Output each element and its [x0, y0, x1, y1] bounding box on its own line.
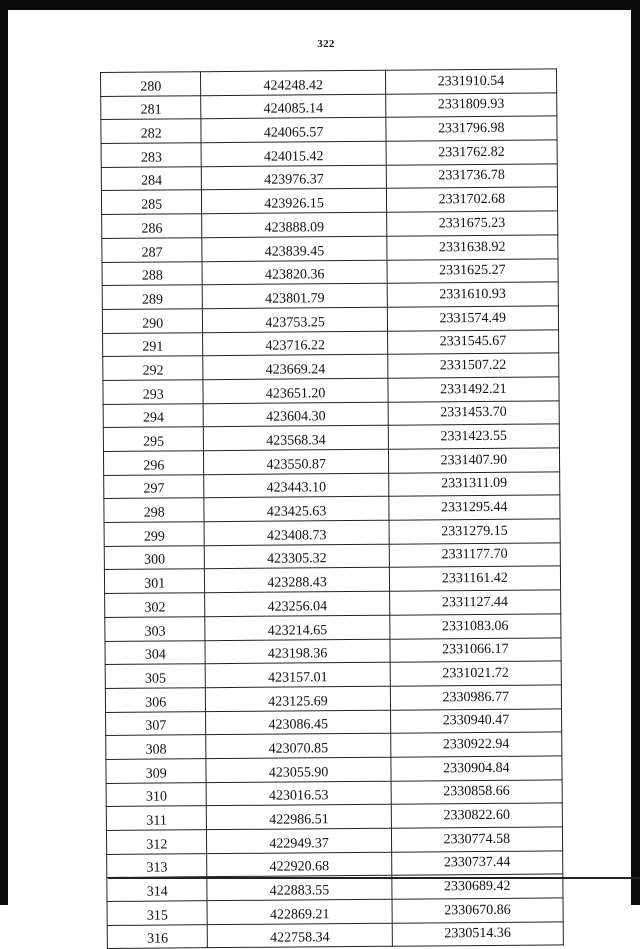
- point-number-cell: 292: [103, 356, 204, 380]
- easting-cell: 422883.55: [207, 876, 391, 901]
- easting-cell: 423157.01: [206, 662, 390, 687]
- table-row: [104, 519, 560, 546]
- coordinate-table: [100, 68, 564, 949]
- easting-cell: 422920.68: [207, 852, 391, 877]
- northing-cell: 2331021.72: [390, 661, 562, 686]
- northing-cell: 2331161.42: [389, 566, 561, 591]
- easting-cell: 423716.22: [203, 331, 387, 356]
- point-number-cell: 300: [104, 545, 205, 569]
- table-row: [101, 140, 557, 167]
- point-number-cell: 295: [103, 427, 204, 451]
- table-row: [107, 922, 563, 949]
- northing-cell: 2331545.67: [387, 329, 559, 354]
- easting-cell: 423443.10: [204, 473, 388, 498]
- northing-cell: 2331796.98: [386, 116, 558, 141]
- northing-cell: 2331453.70: [388, 401, 560, 426]
- easting-cell: 423408.73: [205, 520, 389, 545]
- point-number-cell: 283: [101, 143, 202, 167]
- easting-cell: 423568.34: [204, 426, 388, 451]
- point-number-cell: 281: [101, 95, 202, 119]
- easting-cell: 422986.51: [207, 805, 391, 830]
- point-number-cell: 301: [104, 569, 205, 593]
- easting-cell: 423086.45: [206, 710, 390, 735]
- point-number-cell: 297: [104, 474, 205, 498]
- page-number: 322: [317, 38, 335, 50]
- northing-cell: 2330689.42: [391, 874, 563, 899]
- easting-cell: 423256.04: [205, 591, 389, 616]
- northing-cell: 2330822.60: [391, 803, 563, 828]
- table-row: [105, 661, 561, 688]
- northing-cell: 2331507.22: [387, 353, 559, 378]
- point-number-cell: 304: [105, 640, 206, 664]
- point-number-cell: 305: [105, 664, 206, 688]
- easting-cell: 423550.87: [204, 449, 388, 474]
- northing-cell: 2330737.44: [391, 851, 563, 876]
- northing-cell: 2331492.21: [388, 377, 560, 402]
- table-row: [104, 566, 560, 593]
- easting-cell: 423651.20: [203, 378, 387, 403]
- table-row: [105, 637, 561, 664]
- point-number-cell: 315: [107, 901, 208, 925]
- point-number-cell: 290: [102, 309, 203, 333]
- table-row: [102, 211, 558, 238]
- table-row: [104, 495, 560, 522]
- easting-cell: 423198.36: [205, 639, 389, 664]
- northing-cell: 2331127.44: [389, 590, 561, 615]
- point-number-cell: 311: [106, 806, 207, 830]
- coordinate-table-body: [101, 69, 564, 949]
- northing-cell: 2330670.86: [392, 898, 564, 923]
- easting-cell: 423888.09: [202, 212, 386, 237]
- point-number-cell: 282: [101, 119, 202, 143]
- table-row: [101, 69, 557, 96]
- point-number-cell: 312: [106, 830, 207, 854]
- northing-cell: 2331675.23: [386, 211, 558, 236]
- table-row: [103, 448, 559, 475]
- northing-cell: 2331423.55: [388, 424, 560, 449]
- point-number-cell: 303: [105, 617, 206, 641]
- table-row: [107, 898, 563, 925]
- easting-cell: 423839.45: [202, 236, 386, 261]
- northing-cell: 2331910.54: [385, 69, 557, 94]
- northing-cell: 2330858.66: [391, 780, 563, 805]
- table-row: [102, 258, 558, 285]
- table-row: [106, 803, 562, 830]
- easting-cell: 422869.21: [207, 899, 391, 924]
- table-row: [101, 93, 557, 120]
- point-number-cell: 289: [102, 285, 203, 309]
- point-number-cell: 302: [105, 593, 206, 617]
- table-row: [105, 614, 561, 641]
- table-row: [107, 851, 563, 878]
- easting-cell: 423801.79: [203, 283, 387, 308]
- point-number-cell: 298: [104, 498, 205, 522]
- point-number-cell: 296: [103, 451, 204, 475]
- northing-cell: 2331066.17: [390, 637, 562, 662]
- point-number-cell: 299: [104, 522, 205, 546]
- point-number-cell: 313: [107, 853, 208, 877]
- easting-cell: 423070.85: [206, 733, 390, 758]
- northing-cell: 2331625.27: [387, 258, 559, 283]
- table-row: [103, 377, 559, 404]
- northing-cell: 2331638.92: [386, 235, 558, 260]
- scan-top-border: [0, 0, 640, 10]
- northing-cell: 2330514.36: [392, 922, 564, 947]
- northing-cell: 2330904.84: [391, 756, 563, 781]
- point-number-cell: 316: [107, 924, 208, 948]
- northing-cell: 2331809.93: [385, 93, 557, 118]
- easting-cell: 423669.24: [203, 355, 387, 380]
- northing-cell: 2331407.90: [388, 448, 560, 473]
- easting-cell: 423016.53: [207, 781, 391, 806]
- point-number-cell: 307: [106, 711, 207, 735]
- easting-cell: 423926.15: [202, 189, 386, 214]
- northing-cell: 2331762.82: [386, 140, 558, 165]
- easting-cell: 424085.14: [201, 94, 385, 119]
- scan-left-border: [0, 0, 8, 905]
- table-row: [103, 353, 559, 380]
- point-number-cell: 280: [101, 72, 202, 96]
- easting-cell: 424065.57: [201, 118, 385, 143]
- point-number-cell: 293: [103, 380, 204, 404]
- table-row: [101, 187, 557, 214]
- point-number-cell: 309: [106, 759, 207, 783]
- northing-cell: 2330922.94: [390, 732, 562, 757]
- easting-cell: 424248.42: [201, 70, 385, 95]
- point-number-cell: 308: [106, 735, 207, 759]
- table-row: [106, 780, 562, 807]
- easting-cell: 423125.69: [206, 686, 390, 711]
- table-row: [103, 424, 559, 451]
- northing-cell: 2330986.77: [390, 685, 562, 710]
- table-row: [105, 590, 561, 617]
- northing-cell: 2331574.49: [387, 306, 559, 331]
- easting-cell: 423976.37: [202, 165, 386, 190]
- easting-cell: 423604.30: [204, 402, 388, 427]
- point-number-cell: 306: [105, 688, 206, 712]
- easting-cell: 423425.63: [204, 497, 388, 522]
- table-row: [106, 708, 562, 735]
- table-row: [104, 543, 560, 570]
- northing-cell: 2330774.58: [391, 827, 563, 852]
- table-row: [106, 827, 562, 854]
- table-row: [104, 472, 560, 499]
- point-number-cell: 310: [106, 782, 207, 806]
- northing-cell: 2330940.47: [390, 708, 562, 733]
- point-number-cell: 285: [101, 190, 202, 214]
- table-row: [103, 329, 559, 356]
- easting-cell: 423214.65: [205, 615, 389, 640]
- table-row: [102, 306, 558, 333]
- northing-cell: 2331736.78: [386, 164, 558, 189]
- point-number-cell: 284: [101, 166, 202, 190]
- table-row: [106, 756, 562, 783]
- point-number-cell: 314: [107, 877, 208, 901]
- point-number-cell: 286: [102, 214, 203, 238]
- table-row: [103, 401, 559, 428]
- northing-cell: 2331279.15: [389, 519, 561, 544]
- table-row: [102, 235, 558, 262]
- table-row: [102, 282, 558, 309]
- easting-cell: 422949.37: [207, 828, 391, 853]
- northing-cell: 2331311.09: [388, 472, 560, 497]
- easting-cell: 423305.32: [205, 544, 389, 569]
- northing-cell: 2331177.70: [389, 543, 561, 568]
- table-row: [101, 164, 557, 191]
- table-row: [105, 685, 561, 712]
- easting-cell: 423820.36: [202, 260, 386, 285]
- scan-right-border: [631, 0, 640, 905]
- point-number-cell: 288: [102, 261, 203, 285]
- point-number-cell: 287: [102, 238, 203, 262]
- easting-cell: 423753.25: [203, 307, 387, 332]
- northing-cell: 2331083.06: [389, 614, 561, 639]
- easting-cell: 423288.43: [205, 568, 389, 593]
- easting-cell: 423055.90: [206, 757, 390, 782]
- table-row: [106, 732, 562, 759]
- table-row: [101, 116, 557, 143]
- coordinate-table-wrapper: [100, 68, 564, 949]
- northing-cell: 2331702.68: [386, 187, 558, 212]
- easting-cell: 422758.34: [208, 923, 392, 948]
- point-number-cell: 294: [103, 403, 204, 427]
- northing-cell: 2331295.44: [389, 495, 561, 520]
- table-row: [107, 874, 563, 901]
- easting-cell: 424015.42: [202, 141, 386, 166]
- northing-cell: 2331610.93: [387, 282, 559, 307]
- point-number-cell: 291: [103, 332, 204, 356]
